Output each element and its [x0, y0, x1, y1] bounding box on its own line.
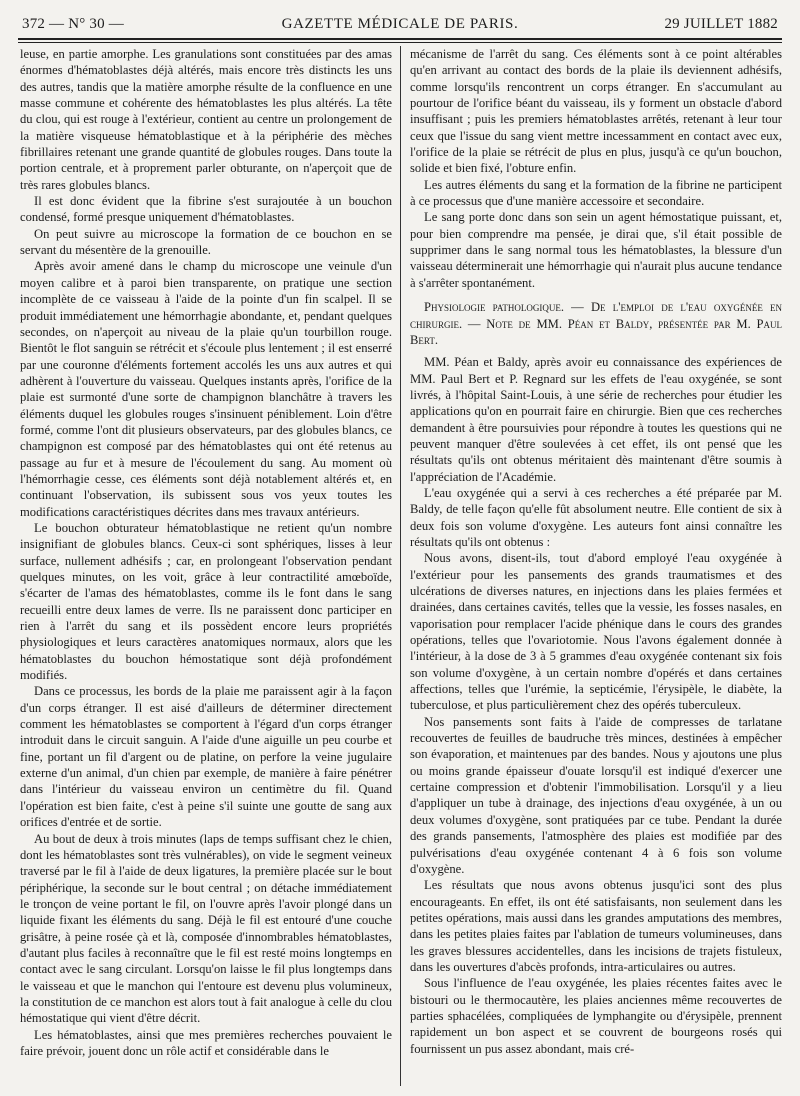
paragraph: Au bout de deux à trois minutes (laps de temps suffisant chez le chien, dont les hématoblastes sont très vulnérables), on vide le segment veineux traversé par le fil à l'aide de deux ligatures, la première placée sur le bout périphérique, la seconde sur le bout central ; on détache immédiatement le tronçon de veine portant le fil, on l'ouvre après l'avoir plongé dans un liquide fixant les éléments du sang. Déjà le fil est entouré d'une couche grisâtre, à peine rosée çà et là, composée d'innombrables hématoblastes, d'autant plus faciles à reconnaître que le fil est resté moins longtemps en contact avec le sang circulant. Lorsqu'on laisse le fil plus longtemps dans le vaisseau et que le manchon qui l'entoure est devenu plus volumineux, la constitution de ce manchon est alors tout à fait analogue à celle du clou hémostatique qui vient d'être décrit.: [20, 831, 392, 1026]
paragraph: Les hématoblastes, ainsi que mes premières recherches pouvaient le faire prévoir, jouent donc un rôle actif et considérable dans le: [20, 1027, 392, 1058]
paragraph: Il est donc évident que la fibrine s'est surajoutée à un bouchon condensé, formé presque uniquement d'hématoblastes.: [20, 194, 392, 225]
paragraph: Nous avons, disent-ils, tout d'abord employé l'eau oxygénée à l'extérieur pour les pansements des grands traumatismes et des ulcérations de diverses natures, en injections dans les plaies fermées et drainées, dans certaines cavités, telles que la vessie, les fosses nasales, en vaporisation pour remplacer l'acide phénique dans le cours des grandes opérations, telles que l'ovariotomie. Nous l'avons également donnée à l'intérieur, à la dose de 3 à 5 grammes d'eau oxygénée contenant six fois son volume d'oxygène, à un certain nombre d'opérés et dans certaines affections, telles que l'urémie, la septicémie, l'érysipèle, le diabète, la tuberculose, et plus particulièrement chez des opérés tuberculeux.: [410, 551, 782, 713]
paragraph: MM. Péan et Baldy, après avoir eu connaissance des expériences de MM. Paul Bert et P. Regnard sur les effets de l'eau oxygénée, se sont livrés, à l'hôpital Saint-Louis, à une série de recherches pour étudier les applications qu'on en pourrait faire en chirurgie. Bien que ces recherches demandent à être poursuivies pour répondre à toutes les questions qui ne peuvent manquer d'être soulevées à cet effet, ils ont pensé que les résultats qu'ils ont obtenus méritaient dès maintenant d'être soumis à l'appréciation de l'Académie.: [410, 355, 782, 484]
paragraph: Le sang porte donc dans son sein un agent hémostatique puissant, et, pour bien comprendre ma pensée, je dirai que, s'il était possible de supprimer dans le sang normal tous les hématoblastes, la blessure d'un vaisseau déterminerait une hémorrhagie qui n'aurait plus aucune tendance à s'arrêter spontanément.: [410, 210, 782, 290]
page-header: [22, 14, 778, 36]
column-divider: [400, 46, 401, 1086]
left-column: [20, 46, 392, 1086]
paragraph: leuse, en partie amorphe. Les granulations sont constituées par des amas énormes d'hématoblastes déjà altérés, mais encore très distincts les uns des autres, tandis que la matière amorphe résulte de la confluence en une masse commune et cohérente des hématoblastes les plus altérés. La tête du clou, qui est rouge à l'extérieur, contient au centre un prolongement de la matière visqueuse hématoblastique et à la périphérie des mèches fibrillaires retenant une grande quantité de globules rouges. Dans toute la portion centrale, et à proprement parler obturante, on n'aperçoit que de très rares globules blancs.: [20, 47, 392, 192]
section-title: Physiologie pathologique. — De l'emploi de l'eau oxygénée en chirurgie. — Note de MM. Péan et Baldy, présentée par M. Paul Bert.: [410, 300, 782, 347]
header-rule-thin: [18, 42, 782, 43]
paragraph: Les autres éléments du sang et la formation de la fibrine ne participent à ce processus que d'une manière accessoire et secondaire.: [410, 177, 782, 209]
paragraph: Après avoir amené dans le champ du microscope une veinule d'un moyen calibre et à paroi bien transparente, on pratique une section incomplète de ce vaisseau à l'aide de la pointe d'un fin scalpel. Il se produit immédiatement une hémorrhagie abondante, et, pendant quelques secondes, on n'aperçoit au niveau de la plaie qu'un tourbillon rouge. Bientôt le flot sanguin se rétrécit et s'écoule plus lentement ; il est enserré par une couronne d'éléments fortement accolés les uns aux autres et qui adhèrent à l'ouverture du vaisseau. Quelques instants après, l'orifice de la plaie est surmonté d'une sorte de champignon blanchâtre à travers les éléments duquel les globules rouges s'insinuent péniblement. Loin d'être formé, comme l'ont dit plusieurs observateurs, par des globules blancs, ce champignon est composé par des hématoblastes qui ont été retenus au passage au fur et à mesure de l'écoulement du sang. Au moment où l'hémorrhagie cesse, ces éléments sont déjà notablement altérés et, en continuant l'observation, ils subissent sous vos yeux toutes les modifications caractéristiques décrites dans mes travaux antérieurs.: [20, 259, 392, 519]
paragraph: L'eau oxygénée qui a servi à ces recherches a été préparée par M. Baldy, de telle façon qu'elle fût absolument neutre. Elle contient de six à deux fois son volume d'oxygène. Les auteurs font ainsi connaître les résultats qu'ils ont obtenus :: [410, 485, 782, 549]
section-gap: [410, 291, 782, 299]
issue-date: 29 JUILLET 1882: [664, 16, 778, 32]
header-rule-thick: [18, 38, 782, 40]
paragraph: Dans ce processus, les bords de la plaie me paraissent agir à la façon d'un corps étranger. Il est aisé d'ailleurs de déterminer directement comment les hématoblastes se comportent à l'égard d'un corps étranger introduit dans le circuit sanguin. A l'aide d'une aiguille un peu courbe et fine, portant un fil d'argent ou de platine, on perfore la veine jugulaire externe d'un animal, d'un chien par exemple, de manière à faire pénétrer dans l'intérieur du vaisseau environ un centimètre du fil. Quand l'opération est bien faite, c'est à peine s'il suinte une goutte de sang aux orifices d'entrée et de sortie.: [20, 684, 392, 830]
paragraph: Le bouchon obturateur hématoblastique ne retient qu'un nombre insignifiant de globules blancs. Ceux-ci sont sphériques, lisses à leur surface, nullement adhésifs ; car, en prolongeant l'observation pendant quelques minutes, on les voit, grâce à leur contractilité amœboïde, s'écarter de l'amas des hématoblastes, comme ils le font dans le sang recueilli entre deux lames de verre. Ils ne paraissent donc participer en rien à l'arrêt du sang et ils possèdent encore leurs propriétés physiologiques et leurs caractères anatomiques normaux, alors que les hématoblastes du bouchon hémostatique sont déjà profondément modifiés.: [20, 520, 392, 683]
paragraph: mécanisme de l'arrêt du sang. Ces éléments sont à ce point altérables qu'en arrivant au contact des bords de la plaie ils deviennent adhésifs, comme lorsqu'ils rencontrent un corps étranger. En s'accumulant au pourtour de l'orifice béant du vaisseau, ils y forment un obstacle d'abord insuffisant ; puis les premiers hématoblastes arrêtés, retenant à leur tour ceux que l'issue du sang vient mettre incessamment en contact avec eux, l'orifice de la plaie se rétrécit de plus en plus, jusqu'à ce qu'un bouchon, solide et bien fixé, l'obture enfin.: [410, 47, 782, 176]
page-number: 372 — N° 30 —: [22, 16, 124, 32]
journal-title: GAZETTE MÉDICALE DE PARIS.: [281, 16, 519, 32]
right-column: [410, 46, 782, 1086]
paragraph: Sous l'influence de l'eau oxygénée, les plaies récentes faites avec le bistouri ou le thermocautère, les plaies anciennes même recouvertes de parties sphacélées, compliquées de lymphangite ou d'érysipèle, prennent rapidement un bon aspect et se couvrent de bourgeons rosés qui fournissent un pus assez abondant, mais cré-: [410, 976, 782, 1056]
paragraph: Les résultats que nous avons obtenus jusqu'ici sont des plus encourageants. En effet, ils ont été satisfaisants, non seulement dans les petites opérations, mais aussi dans les grandes amputations des membres, dans les petites plaies faites par l'ablation de tumeurs volumineuses, dans les graves blessures accidentelles, dans les incisions de trajets fistuleux, dans les ouvertures d'abcès profonds, intra-articulaires ou autres.: [410, 878, 782, 974]
paragraph: On peut suivre au microscope la formation de ce bouchon en se servant du mésentère de la grenouille.: [20, 226, 392, 258]
paragraph: Nos pansements sont faits à l'aide de compresses de tarlatane recouvertes de feuilles de baudruche très minces, destinées à empêcher son évaporation, et maintenues par des bandes. Nous y ajoutons une plus ou moins grande épaisseur d'ouate lorsqu'il est indiqué d'exercer une certaine compression et d'obtenir l'immobilisation. Lorsqu'il y a lieu d'appliquer un tube à drainage, des injections d'eau oxygénée, à un ou deux volumes d'oxygène, sont pratiquées par ce tube. Pendant la durée des grands pansements, l'atmosphère des plaies est modifiée par des pulvérisations d'eau oxygénée contenant 4 à 6 fois son volume d'oxygène.: [410, 714, 782, 876]
